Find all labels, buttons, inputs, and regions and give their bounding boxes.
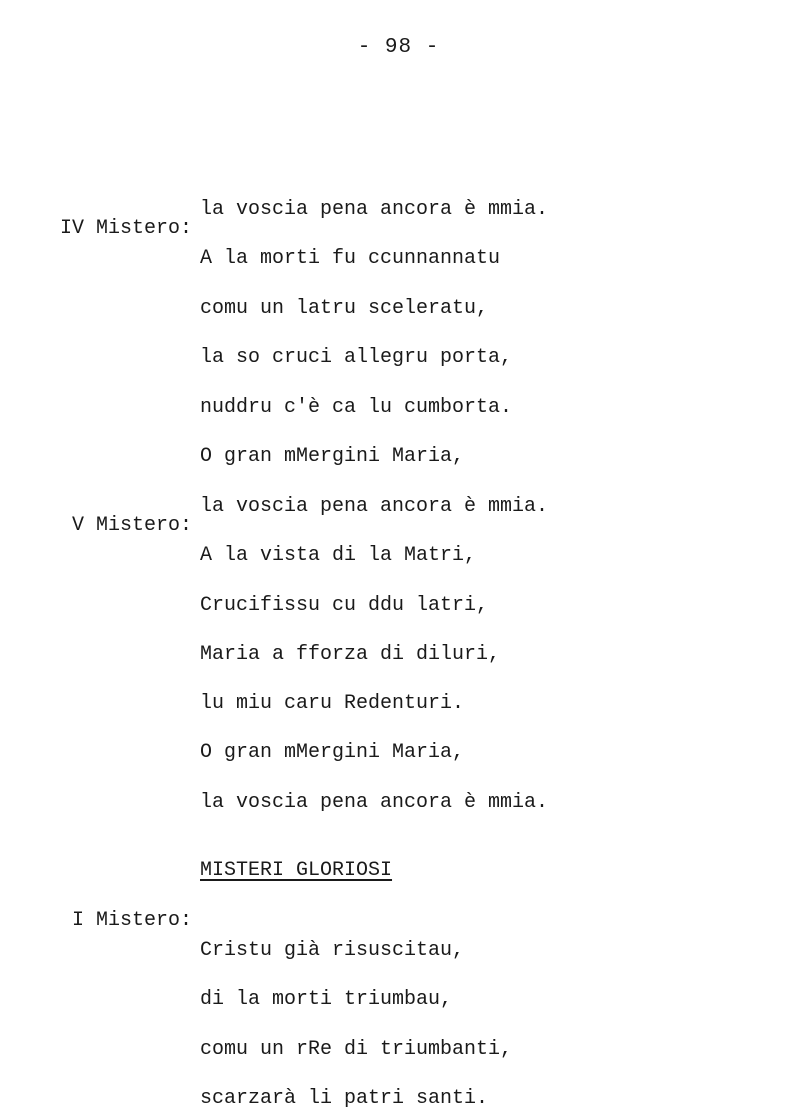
verse-text: la voscia pena ancora è mmia. bbox=[200, 791, 549, 814]
verse-text: Cristu già risuscitau, bbox=[200, 939, 465, 962]
mistero-label: I Mistero: bbox=[71, 909, 192, 932]
verse-text: O gran mMergini Maria, bbox=[200, 445, 465, 468]
page-number: - 98 - bbox=[357, 36, 440, 59]
mistero-label: IV Mistero: bbox=[59, 217, 192, 240]
verse-line bbox=[0, 876, 465, 962]
verse-text: Crucifissu cu ddu latri, bbox=[200, 594, 489, 617]
verse-text: la so cruci allegru porta, bbox=[200, 346, 513, 369]
verse-text: scarzarà li patri santi. bbox=[200, 1087, 489, 1110]
section-heading-line bbox=[0, 826, 393, 882]
verse-text: A la morti fu ccunnannatu bbox=[200, 247, 501, 270]
mistero-label: V Mistero: bbox=[71, 514, 192, 537]
verse-text: la voscia pena ancora è mmia. bbox=[200, 495, 549, 518]
verse-text: A la vista di la Matri, bbox=[200, 544, 477, 567]
verse-text: nuddru c'è ca lu cumborta. bbox=[200, 396, 513, 419]
verse-text: lu miu caru Redenturi. bbox=[200, 692, 465, 715]
verse-text: comu un latru sceleratu, bbox=[200, 297, 489, 320]
verse-text: O gran mMergini Maria, bbox=[200, 741, 465, 764]
verse-line bbox=[0, 135, 549, 221]
section-heading: MISTERI GLORIOSI bbox=[200, 859, 393, 882]
verse-text: la voscia pena ancora è mmia. bbox=[200, 198, 549, 221]
verse-text: comu un rRe di triumbanti, bbox=[200, 1038, 513, 1061]
verse-text: Maria a fforza di diluri, bbox=[200, 643, 501, 666]
verse-text: di la morti triumbau, bbox=[200, 988, 453, 1011]
